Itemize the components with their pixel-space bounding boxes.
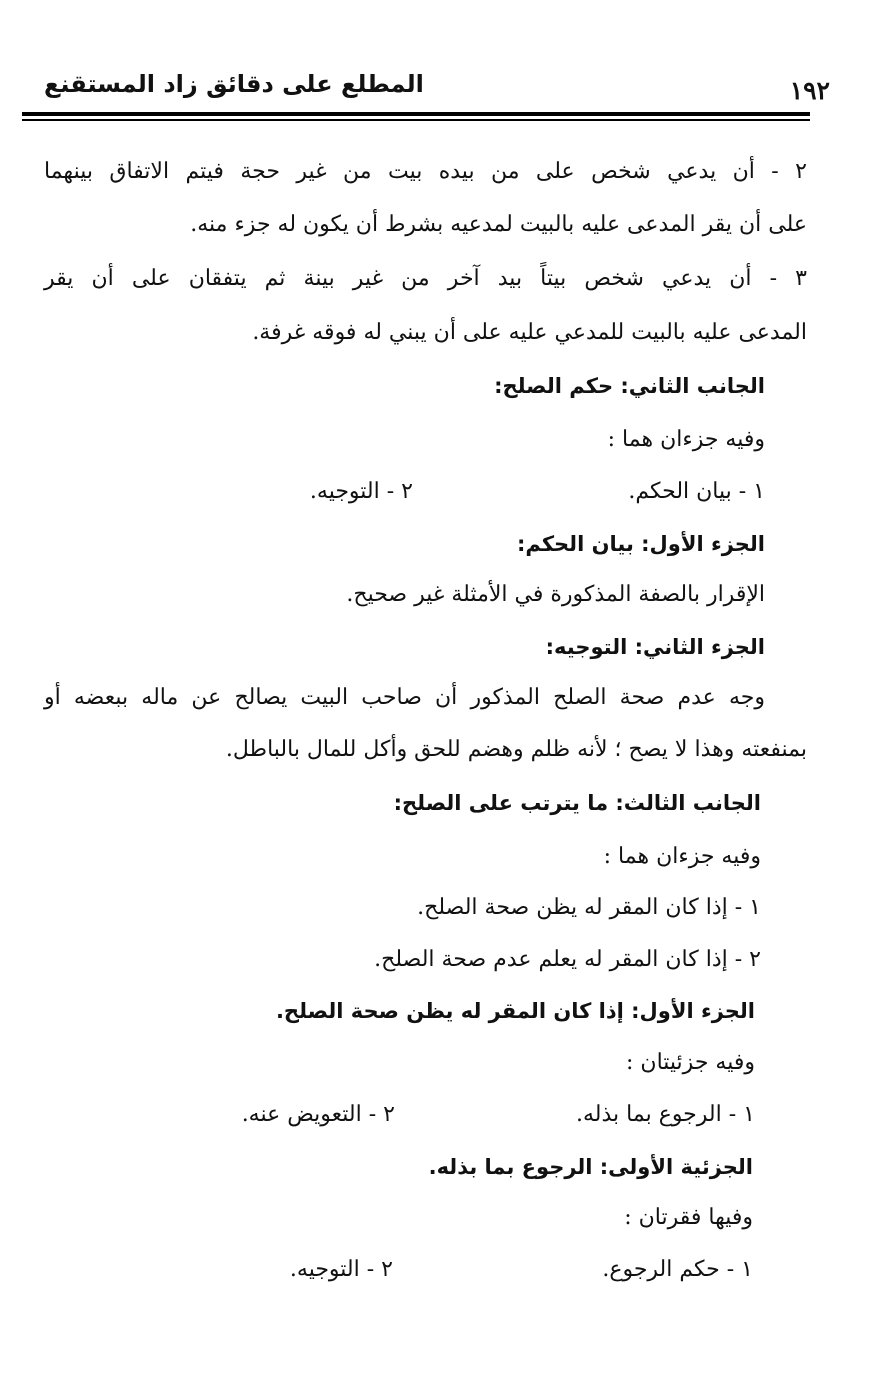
page-number: ١٩٢ (789, 76, 830, 105)
section-heading: الجزء الأول: إذا كان المقر له يظن صحة الصلح. (275, 999, 755, 1023)
paragraph-line: وجه عدم صحة الصلح المذكور أن صاحب البيت يصالح عن ماله ببعضه أو (44, 685, 765, 710)
section-heading: الجزئية الأولى: الرجوع بما بذله. (428, 1155, 753, 1179)
text-line: وفيه جزءان هما : (603, 844, 761, 869)
paragraph-line: ٢ - أن يدعي شخص على من بيده بيت من غير حجة فيتم الاتفاق بينهما (44, 159, 807, 184)
header-rule-thick (22, 112, 810, 116)
page-header (40, 62, 830, 110)
list-item: ١ - الرجوع بما بذله. (576, 1102, 755, 1127)
paragraph-line: بمنفعته وهذا لا يصح ؛ لأنه ظلم وهضم للحق وأكل للمال بالباطل. (225, 737, 807, 762)
section-heading: الجانب الثاني: حكم الصلح: (494, 374, 765, 398)
list-item: ٢ - التوجيه. (309, 479, 413, 504)
text-line: وفيه جزئيتان : (626, 1050, 755, 1075)
paragraph-line: على أن يقر المدعى عليه بالبيت لمدعيه بشرط أن يكون له جزء منه. (190, 212, 807, 237)
text-line: وفيها فقرتان : (624, 1205, 753, 1230)
section-heading: الجانب الثالث: ما يترتب على الصلح: (393, 791, 761, 815)
paragraph-line: المدعى عليه بالبيت للمدعي عليه على أن يبني له فوقه غرفة. (252, 320, 807, 345)
text-line: الإقرار بالصفة المذكورة في الأمثلة غير صحيح. (346, 582, 765, 607)
paragraph-line: ٣ - أن يدعي شخص بيتاً بيد آخر من غير بينة ثم يتفقان على أن يقر (44, 266, 807, 291)
section-heading: الجزء الثاني: التوجيه: (545, 635, 765, 659)
list-item: ١ - حكم الرجوع. (602, 1257, 753, 1282)
list-item: ٢ - إذا كان المقر له يعلم عدم صحة الصلح. (374, 947, 761, 972)
header-rule-thin (22, 119, 810, 121)
text-line: وفيه جزءان هما : (607, 427, 765, 452)
list-item: ١ - بيان الحكم. (628, 479, 765, 504)
list-item: ٢ - التعويض عنه. (241, 1102, 395, 1127)
list-item: ٢ - التوجيه. (289, 1257, 393, 1282)
list-item: ١ - إذا كان المقر له يظن صحة الصلح. (417, 895, 761, 920)
section-heading: الجزء الأول: بيان الحكم: (516, 532, 765, 556)
running-title: المطلع على دقائق زاد المستقنع (44, 70, 424, 98)
